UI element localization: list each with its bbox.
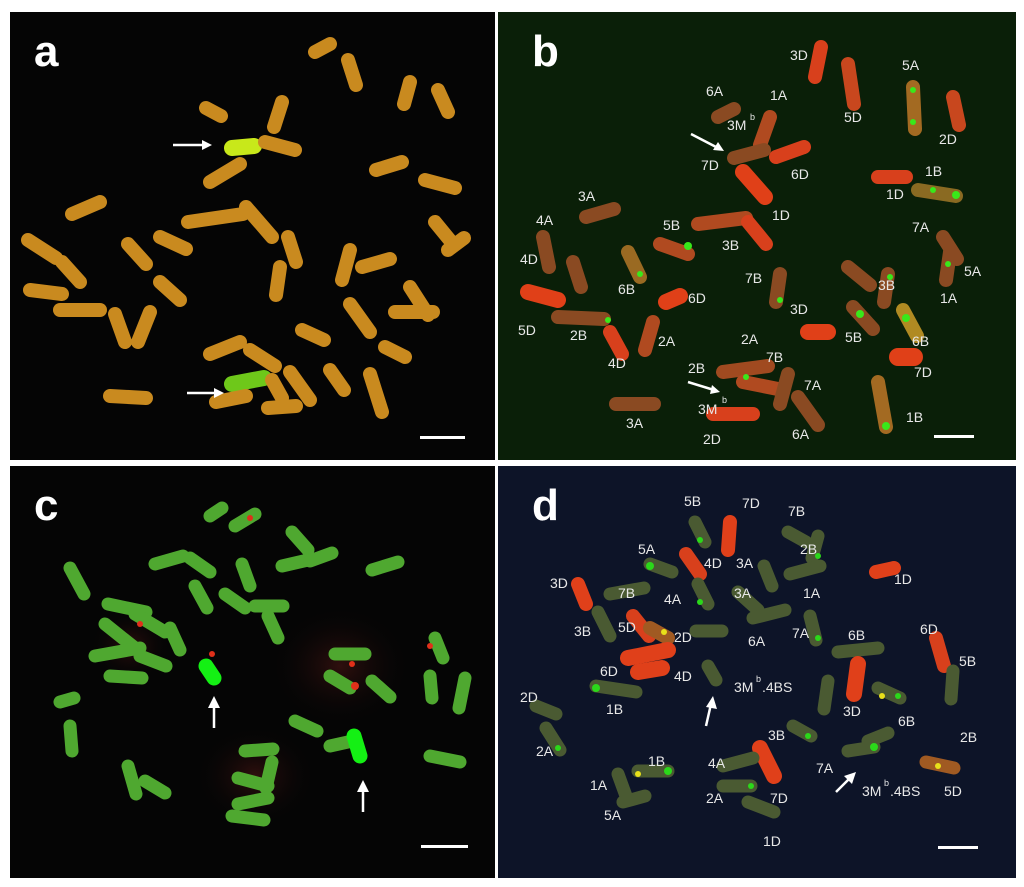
chromosome-label: 2D (939, 131, 957, 147)
chromosome-label: b (750, 112, 756, 122)
chromosome (302, 330, 324, 340)
chromosome (348, 60, 356, 85)
chromosome (238, 798, 268, 804)
chromosome (876, 568, 894, 572)
chromosome (760, 748, 774, 776)
chromosome (854, 664, 858, 694)
chromosome (70, 568, 84, 594)
chromosome (815, 47, 821, 77)
chromosome (425, 180, 455, 188)
chromosome-label: 2D (703, 431, 721, 447)
chromosome (638, 668, 662, 672)
chromosome-label: 1D (886, 186, 904, 202)
chromosome-label: 2D (674, 629, 692, 645)
chromosome (790, 566, 820, 574)
chromosome (573, 262, 581, 287)
scale-bar (938, 846, 978, 849)
chromosome-label: 7B (618, 585, 636, 601)
chromosome (448, 238, 464, 250)
chromosome (430, 756, 460, 762)
chromosome (743, 172, 765, 197)
chromosome (210, 508, 222, 516)
chromosome (848, 267, 870, 285)
chromosome (272, 380, 282, 398)
chromosome (868, 733, 888, 741)
chromosome (245, 749, 273, 751)
chromosome-label: 4A (708, 755, 726, 771)
chromosome-label: 5B (684, 493, 702, 509)
chromosome-label: 3B (878, 277, 896, 293)
chromosome-label: 2B (570, 327, 588, 343)
chromosome (128, 766, 136, 794)
chromosome-label: 7D (770, 790, 788, 806)
panel-b-image (498, 12, 1016, 460)
chromosome-signal (206, 666, 214, 678)
chromosome (206, 108, 221, 116)
chromosome-label: 2A (658, 333, 676, 349)
chromosome (728, 522, 730, 550)
chromosome-label: 5B (663, 217, 681, 233)
chromosome-label: 5B (959, 653, 977, 669)
chromosome-label: 6D (600, 663, 618, 679)
chromosome (330, 370, 344, 390)
chromosome-label: 1A (590, 777, 608, 793)
chromosome-label: 1B (906, 409, 924, 425)
chromosome (878, 382, 886, 427)
chromosome (188, 214, 243, 222)
chromosome (62, 262, 80, 282)
chromosome-label: 3B (722, 237, 740, 253)
panel-c-image (10, 466, 495, 878)
chromosome-label: 6D (920, 621, 938, 637)
chromosome-label: .4BS (890, 783, 921, 799)
chromosome-signal (232, 378, 264, 384)
chromosome-label: 7A (804, 377, 822, 393)
chromosome (342, 250, 350, 280)
chromosome (734, 150, 764, 158)
chromosome (276, 267, 280, 295)
chromosome (558, 317, 604, 319)
chromosome-label: 1A (803, 585, 821, 601)
chromosome-label: 2B (800, 541, 818, 557)
chromosome (838, 648, 878, 652)
chromosome-label: 6A (792, 426, 810, 442)
chromosome-label: 4D (608, 355, 626, 371)
chromosome (70, 726, 72, 751)
chromosome (160, 282, 180, 300)
chromosome-label: 4A (664, 591, 682, 607)
chromosome-label: 5D (844, 109, 862, 125)
chromosome-label: b (884, 778, 890, 788)
chromosome (288, 237, 296, 262)
chromosome (780, 374, 788, 404)
chromosome (953, 97, 959, 125)
chromosome (764, 566, 772, 586)
chromosome (753, 610, 785, 618)
chromosome (598, 612, 610, 636)
chromosome (586, 209, 614, 217)
chromosome (232, 816, 264, 820)
chromosome-label: 7D (701, 157, 719, 173)
chromosome (718, 109, 734, 117)
chromosome (798, 397, 818, 425)
panel-label: b (532, 27, 559, 76)
chromosome-label: 7A (792, 625, 810, 641)
chromosome-label: 3D (790, 301, 808, 317)
chromosome (274, 102, 282, 127)
panel-label: c (34, 481, 59, 530)
chromosome-label: 2B (688, 360, 706, 376)
chromosome (30, 290, 62, 294)
chromosome (290, 372, 310, 400)
chromosome (268, 616, 278, 638)
scale-bar (421, 845, 468, 848)
panel-c (10, 466, 495, 878)
chromosome (723, 366, 768, 372)
chromosome (60, 698, 74, 702)
chromosome-label: 7A (816, 760, 834, 776)
chromosome (951, 671, 953, 699)
chromosome-label: 1B (648, 753, 666, 769)
chromosome (543, 237, 549, 267)
chromosome-label: 3M (727, 117, 747, 133)
panel-b (498, 12, 1016, 460)
chromosome (330, 742, 348, 746)
chromosome (110, 676, 142, 678)
chromosome (853, 307, 873, 329)
chromosome (160, 237, 186, 249)
chromosome-signal (918, 190, 956, 196)
panel-label: d (532, 481, 559, 530)
chromosome (610, 332, 622, 354)
chromosome-label: 7D (742, 495, 760, 511)
chromosome-label: 4D (520, 251, 538, 267)
chromosome-label: 6B (912, 333, 930, 349)
chromosome (28, 240, 56, 258)
chromosome-label: 6A (748, 633, 766, 649)
chromosome (238, 778, 268, 786)
chromosome-label: 6A (706, 83, 724, 99)
chromosome (385, 347, 405, 357)
chromosome-label: 1D (894, 571, 912, 587)
chromosome (350, 304, 370, 332)
chromosome (370, 374, 382, 412)
chromosome-label: 3M (698, 401, 718, 417)
chromosome-label: 1D (772, 207, 790, 223)
chromosome (292, 532, 308, 550)
chromosome-label: 1B (925, 163, 943, 179)
panel-d (498, 466, 1016, 878)
chromosome (748, 222, 766, 244)
chromosome-label: 3M (734, 679, 754, 695)
chromosome (645, 322, 653, 350)
chromosome-label: 3D (843, 703, 861, 719)
chromosome (438, 90, 448, 112)
chromosome-label: 7B (745, 270, 763, 286)
chromosome-label: b (756, 674, 762, 684)
chromosome (310, 553, 332, 561)
chromosome (430, 676, 432, 698)
chromosome (265, 142, 295, 150)
chromosome (824, 681, 828, 709)
chromosome-label: 2A (536, 743, 554, 759)
chromosome-label: 2A (741, 331, 759, 347)
chromosome (216, 396, 246, 402)
chromosome (250, 350, 275, 366)
chromosome-label: 5B (845, 329, 863, 345)
chromosome (145, 781, 165, 793)
chromosome-label: 4D (674, 668, 692, 684)
chromosome-label: 4A (536, 212, 554, 228)
chromosome (936, 638, 944, 666)
chromosome (435, 638, 443, 658)
chromosome-label: 2D (520, 689, 538, 705)
chromosome-label: 7A (912, 219, 930, 235)
chromosome-label: 5A (604, 807, 622, 823)
chromosome (242, 564, 250, 586)
chromosome (268, 406, 296, 408)
panel-d-image (498, 466, 1016, 878)
chromosome (128, 244, 146, 264)
chromosome (115, 314, 125, 342)
chromosome (848, 64, 854, 104)
chromosome (628, 650, 668, 658)
chromosome-label: 5A (902, 57, 920, 73)
chromosome-label: 7D (914, 364, 932, 380)
chromosome-label: b (722, 395, 728, 405)
chromosome (190, 558, 210, 572)
chromosome-label: 3D (790, 47, 808, 63)
chromosome-label: 6B (618, 281, 636, 297)
panel-a-image (10, 12, 495, 460)
chromosome (225, 594, 245, 608)
chromosome (459, 678, 465, 708)
chromosome-label: 1A (940, 290, 958, 306)
chromosome (578, 584, 586, 604)
chromosome-label: 5A (638, 541, 656, 557)
chromosome-label: 2A (706, 790, 724, 806)
chromosome (155, 556, 183, 564)
scale-bar (420, 436, 465, 439)
chromosome (618, 774, 626, 796)
chromosome (666, 296, 680, 302)
arrow-icon (688, 134, 724, 394)
chromosome-label: 1D (763, 833, 781, 849)
panel-a (10, 12, 495, 460)
chromosome (210, 342, 240, 354)
scale-bar (934, 435, 974, 438)
chromosome (110, 396, 146, 398)
chromosome-label: 2B (960, 729, 978, 745)
chromosome-label: 3B (574, 623, 592, 639)
chromosome (810, 616, 816, 640)
chromosome (372, 562, 398, 570)
chromosome-label: 3A (578, 188, 596, 204)
chromosome (138, 312, 150, 342)
chromosome-label: 1B (606, 701, 624, 717)
chromosome (315, 44, 330, 52)
chromosome (596, 686, 636, 692)
chromosome-label: 5D (618, 619, 636, 635)
chromosome-label: 3D (550, 575, 568, 591)
chromosome-label: 3A (626, 415, 644, 431)
chromosome-label: .4BS (762, 679, 793, 695)
chromosome-label: 5A (964, 263, 982, 279)
chromosome-label: 6D (688, 290, 706, 306)
chromosome-label: 3B (768, 727, 786, 743)
chromosome (95, 648, 140, 656)
chromosome-label: 4D (704, 555, 722, 571)
chromosome-signal (354, 736, 360, 756)
panel-label: a (34, 27, 59, 76)
chromosome (170, 628, 180, 650)
chromosome-label: 5D (944, 783, 962, 799)
chromosome (376, 162, 402, 170)
chromosome-label: 1A (770, 87, 788, 103)
chromosome (246, 207, 272, 237)
chromosome-label: 6B (848, 627, 866, 643)
chromosome (72, 202, 100, 214)
chromosome (362, 259, 390, 267)
chromosome-label: 3A (734, 585, 752, 601)
chromosome (210, 164, 240, 182)
chromosome (698, 218, 746, 224)
chromosome-label: 7B (766, 349, 784, 365)
chromosome-label: 7B (788, 503, 806, 519)
chromosome (760, 117, 770, 145)
chromosome (195, 586, 207, 608)
chromosome (708, 666, 716, 680)
chromosome-signal (232, 146, 254, 148)
chromosome-label: 5D (518, 322, 536, 338)
chromosome (660, 244, 688, 254)
chromosome-label: 6B (898, 713, 916, 729)
chromosome-label: 3A (736, 555, 754, 571)
chromosome (404, 82, 410, 104)
chromosome (536, 706, 556, 714)
chromosome-label: 3M (862, 783, 882, 799)
chromosome (723, 758, 753, 766)
chromosome (686, 554, 700, 574)
chromosome-label: 6D (791, 166, 809, 182)
chromosome (295, 721, 317, 731)
chromosome (776, 147, 804, 157)
chromosome (623, 796, 645, 802)
chromosome (528, 292, 558, 300)
